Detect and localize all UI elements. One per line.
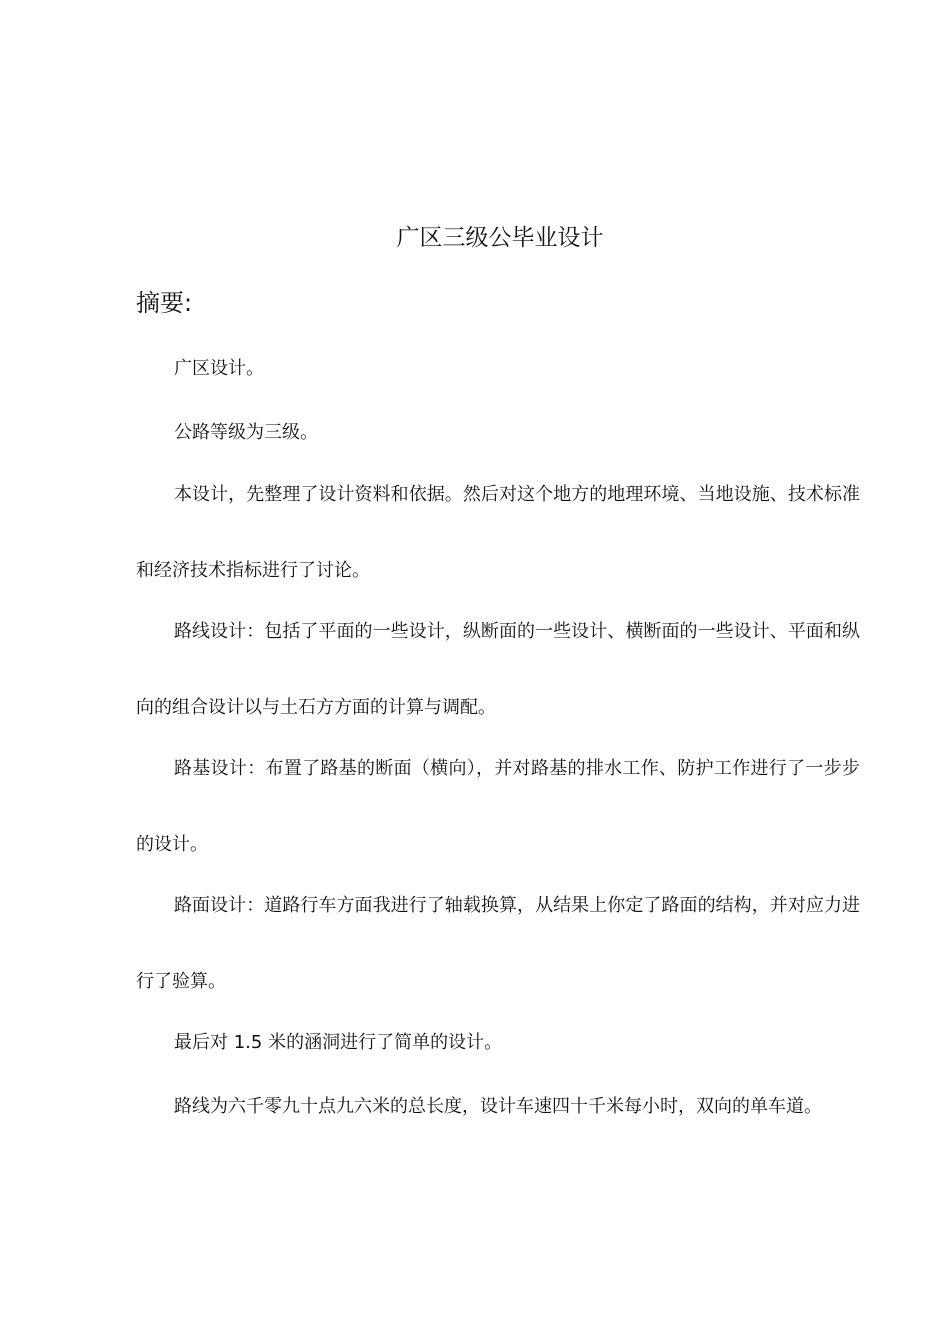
abstract-paragraph: 广区设计。 xyxy=(174,358,264,379)
abstract-paragraph: 路基设计：布置了路基的断面（横向），并对路基的排水工作、防护工作进行了一步步的设计。 xyxy=(136,758,860,855)
abstract-paragraph: 路面设计：道路行车方面我进行了轴载换算，从结果上你定了路面的结构，并对应力进行了验算。 xyxy=(136,895,860,992)
abstract-paragraph: 公路等级为三级。 xyxy=(174,422,318,443)
abstract-paragraph: 最后对 1.5 米的涵洞进行了简单的设计。 xyxy=(174,1032,503,1053)
abstract-paragraph: 本设计，先整理了设计资料和依据。然后对这个地方的地理环境、当地设施、技术标准和经济技术指标进行了讨论。 xyxy=(136,484,860,581)
document-title: 广区三级公毕业设计 xyxy=(396,225,604,251)
abstract-paragraph: 路线为六千零九十点九六米的总长度，设计车速四十千米每小时，双向的单车道。 xyxy=(174,1096,822,1117)
abstract-paragraph: 路线设计：包括了平面的一些设计，纵断面的一些设计、横断面的一些设计、平面和纵向的组合设计以与土石方方面的计算与调配。 xyxy=(136,621,860,718)
abstract-heading: 摘要: xyxy=(136,289,193,317)
